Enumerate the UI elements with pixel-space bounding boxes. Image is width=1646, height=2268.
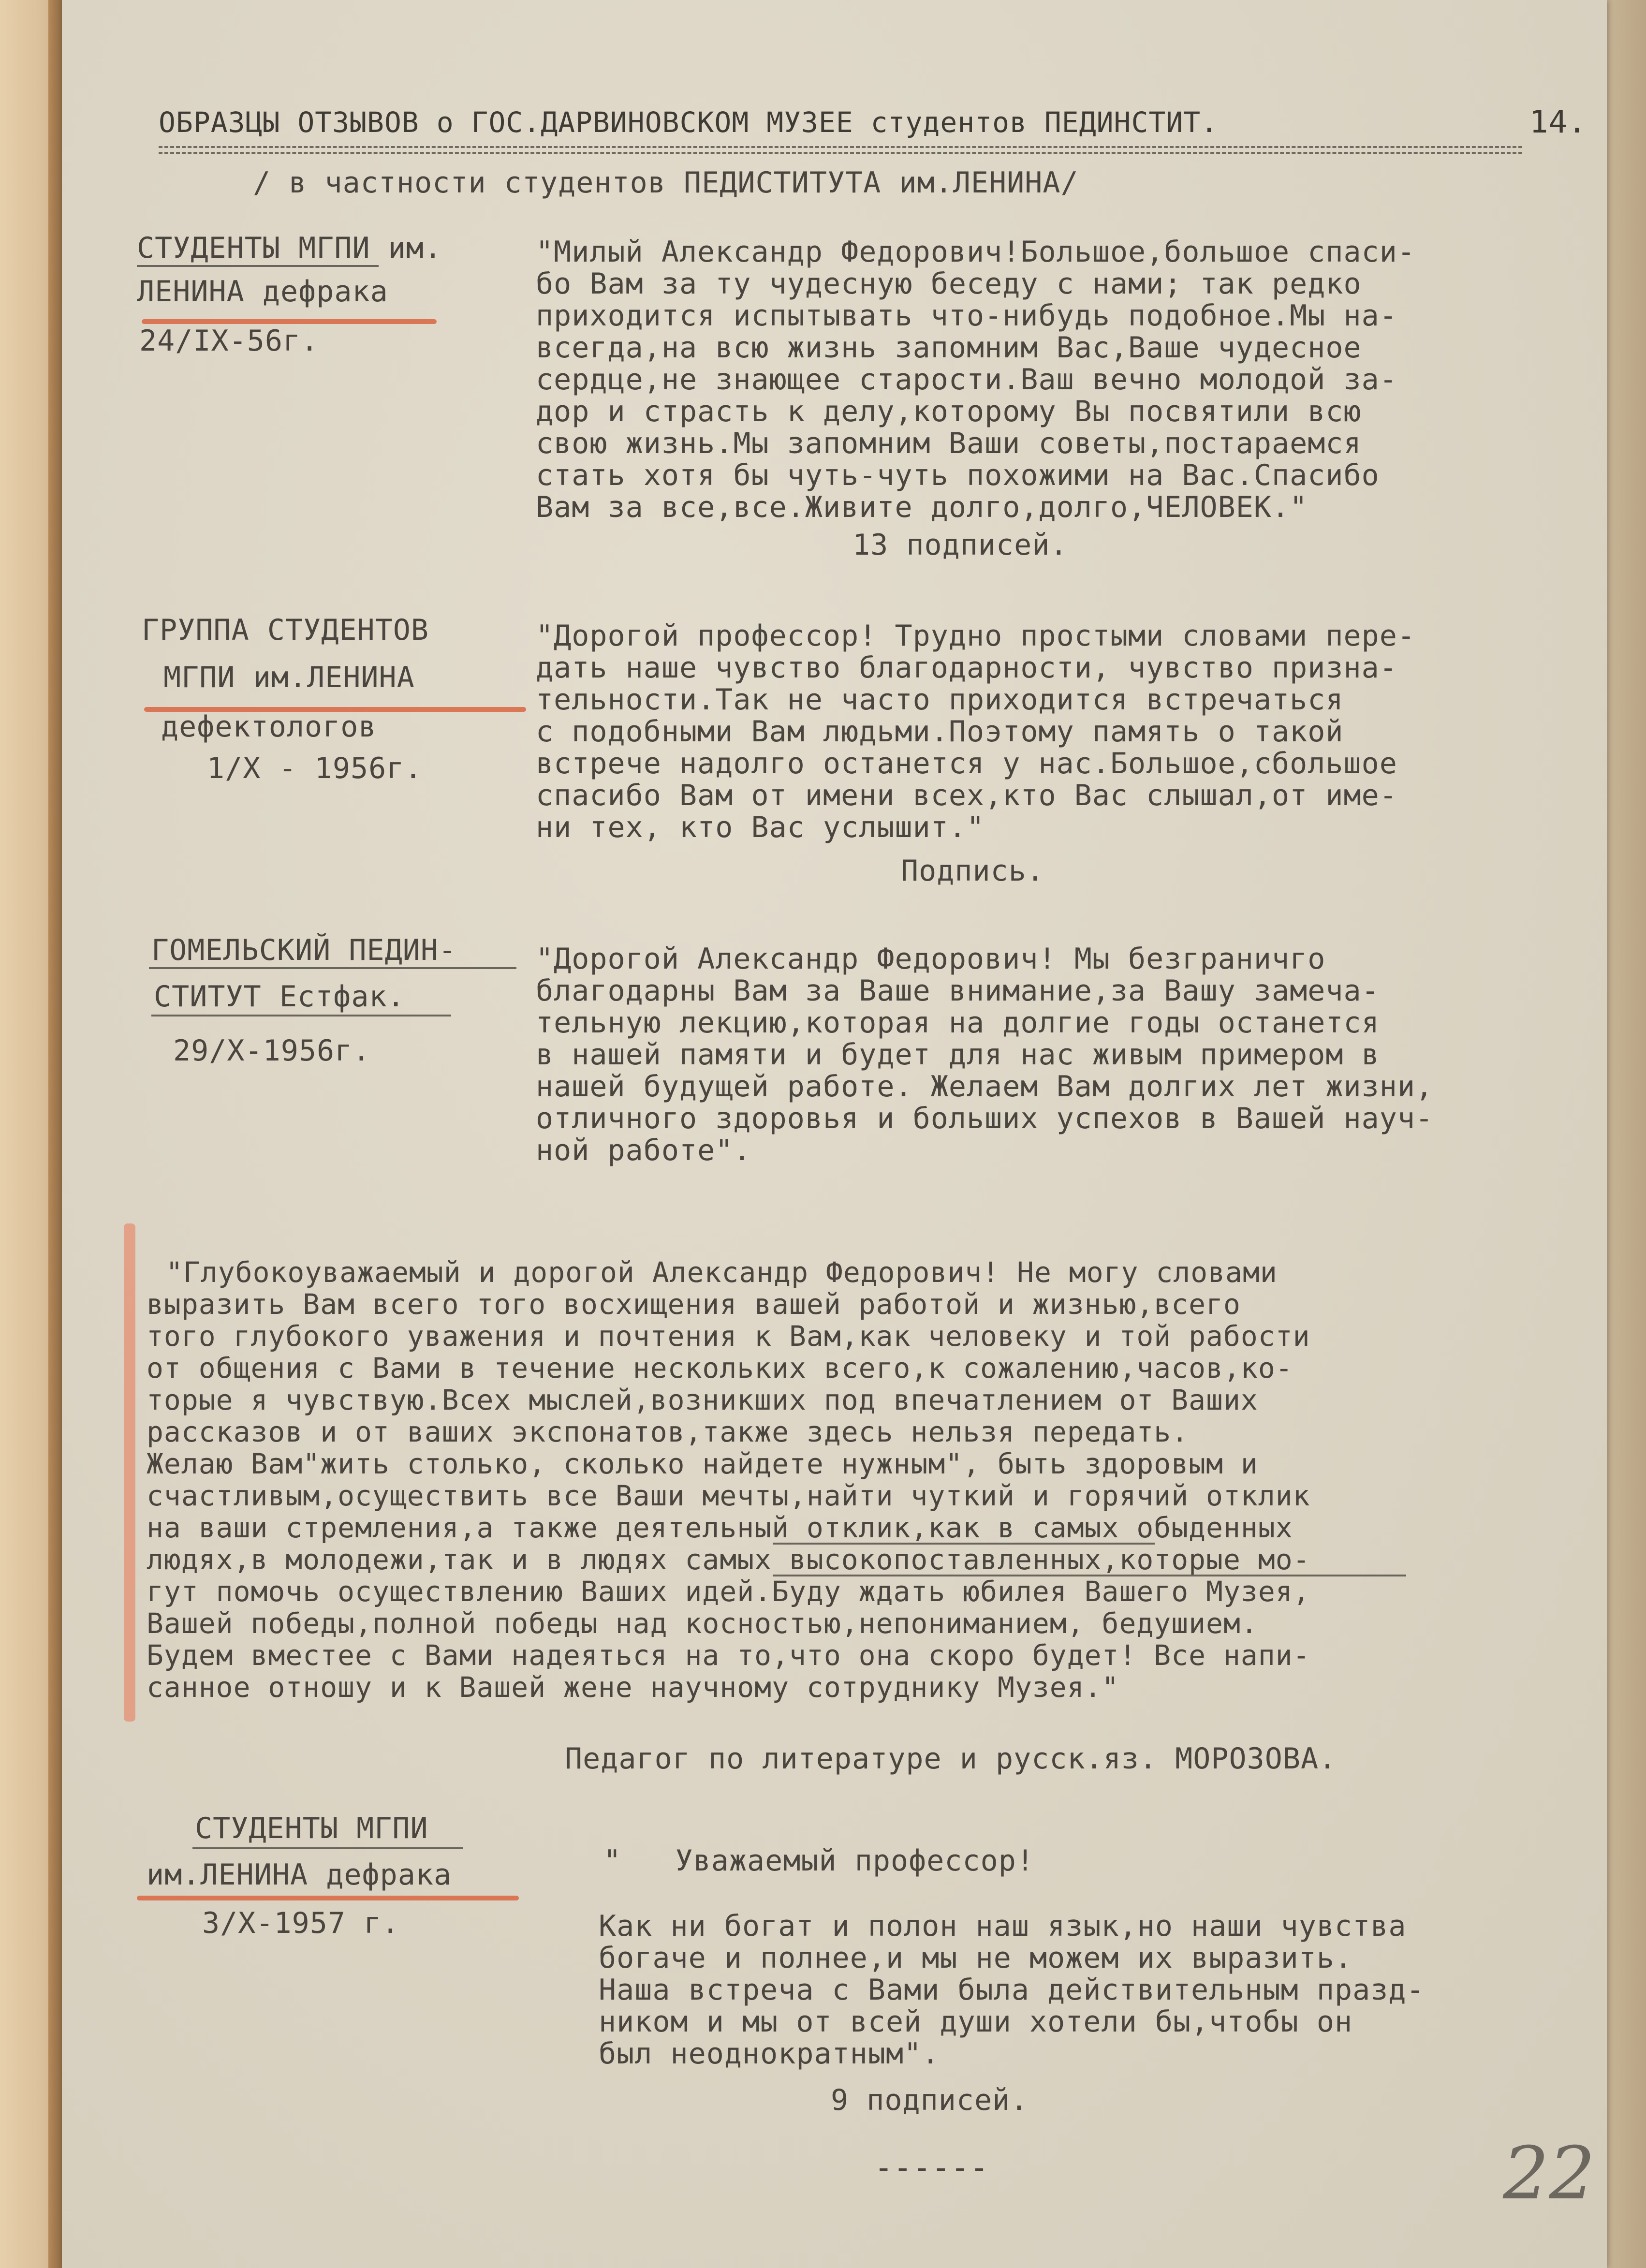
- entry-text-line: отличного здоровья и больших успехов в Вашей науч-: [536, 1102, 1434, 1135]
- entry-text-line: ни тех, кто Вас услышит.": [536, 810, 985, 844]
- author-underline: [151, 1015, 451, 1016]
- entry-text-line: тельную лекцию,которая на долгие годы останется: [536, 1006, 1380, 1040]
- entry-text-line: богаче и полнее,и мы не можем их выразить.: [599, 1941, 1353, 1975]
- entry-text-line: Наша встреча с Вами была действительным празд-: [599, 1973, 1425, 2007]
- document-title: ОБРАЗЦЫ ОТЗЫВОВ о ГОС.ДАРВИНОВСКОМ МУЗЕЕ студентов ПЕДИНСТИТ.: [159, 106, 1219, 139]
- entry-text-line: ной работе".: [536, 1134, 751, 1167]
- red-pencil-underline: [142, 319, 437, 324]
- entry-author-line: им.ЛЕНИНА дефрака: [147, 1858, 452, 1892]
- entry-text-line: в нашей памяти и будет для нас живым примером в: [536, 1038, 1380, 1072]
- entry-text-line: был неоднократным".: [599, 2037, 940, 2071]
- entry-text-line: с подобными Вам людьми.Поэтому память о такой: [536, 715, 1344, 749]
- entry-date: 24/IX-56г.: [139, 324, 319, 358]
- entry-text-line: того глубокого уважения и почтения к Вам,как человеку и той рабости: [147, 1320, 1310, 1353]
- entry-text-line: санное отношу и к Вашей жене научному сотруднику Музея.": [147, 1671, 1119, 1704]
- entry-text-line: встрече надолго останется у нас.Большое,сбольшое: [536, 747, 1397, 781]
- entry-text-line: дор и страсть к делу,которому Вы посвятили всю: [536, 395, 1362, 428]
- entry-date: 1/Х - 1956г.: [207, 751, 423, 785]
- entry-author-line: дефектологов: [161, 710, 377, 744]
- entry-text-line: "Дорогой профессор! Трудно простыми словами пере-: [536, 619, 1416, 653]
- entry-text-line: счастливым,осуществить все Ваши мечты,найти чуткий и горячий отклик: [147, 1479, 1310, 1512]
- entry-text-line: ником и мы от всей души хотели бы,чтобы он: [599, 2005, 1353, 2039]
- folder-spine: [48, 0, 62, 2268]
- entry-signature: Педагог по литературе и русск.яз. МОРОЗОВА.: [565, 1742, 1337, 1776]
- document-subtitle: / в частности студентов ПЕДИСТИТУТА им.ЛЕНИНА/: [253, 166, 1079, 200]
- entry-text-line: торые я чувствую.Всех мыслей,возникших под впечатлением от Ваших: [147, 1384, 1258, 1416]
- entry-text-line: тельности.Так не часто приходится встречаться: [536, 683, 1344, 717]
- entry-text-line: "Глубокоуважаемый и дорогой Александр Федорович! Не могу словами: [166, 1256, 1278, 1289]
- entry-text-line: на ваши стремления,а также деятельный отклик,как в самых обыденных: [147, 1511, 1293, 1544]
- handwritten-page-number: 22: [1503, 2132, 1595, 2216]
- entry-greeting: " Уважаемый профессор!: [603, 1844, 1034, 1878]
- entry-text-line: спасибо Вам от имени всех,кто Вас слышал,от име-: [536, 779, 1397, 812]
- entry-text-line: Как ни богат и полон наш язык,но наши чувства: [599, 1909, 1407, 1943]
- entry-text-line: благодарны Вам за Ваше внимание,за Вашу замеча-: [536, 974, 1380, 1008]
- footer-separator: ------: [874, 2150, 989, 2186]
- entry-text-line: стать хотя бы чуть-чуть похожими на Вас.Спасибо: [536, 458, 1380, 492]
- entry-text-line: всегда,на всю жизнь запомним Вас,Ваше чудесное: [536, 331, 1362, 365]
- entry-text-line: Вам за все,все.Живите долго,долго,ЧЕЛОВЕК.": [536, 490, 1308, 524]
- entry-text-line: Будем вместее с Вами надеяться на то,что она скоро будет! Все напи-: [147, 1639, 1310, 1672]
- page-number: 14.: [1529, 104, 1587, 140]
- entry-text-line: "Милый Александр Федорович!Большое,большое спаси-: [536, 235, 1416, 269]
- entry-text-line: гут помочь осуществлению Ваших идей.Буду ждать юбилея Вашего Музея,: [147, 1575, 1310, 1608]
- entry-text-line: дать наше чувство благодарности, чувство призна-: [536, 651, 1397, 685]
- entry-text-line: рассказов и от ваших экспонатов,также здесь нельзя передать.: [147, 1415, 1189, 1448]
- entry-text-line: от общения с Вами в течение нескольких всего,к сожалению,часов,ко-: [147, 1352, 1293, 1384]
- entry-text-line: людях,в молодежи,так и в людях самых высокопоставленных,которые мо-: [147, 1543, 1310, 1576]
- entry-author-line: ГОМЕЛЬСКИЙ ПЕДИН-: [151, 933, 457, 967]
- author-underline: [149, 967, 516, 969]
- entry-text-line: выразить Вам всего того восхищения вашей работой и жизнью,всего: [147, 1288, 1241, 1321]
- folder-cover-right: [1605, 0, 1646, 2268]
- red-pencil-margin-mark: [124, 1223, 135, 1722]
- entry-text-line: свою жизнь.Мы запомним Ваши советы,постараемся: [536, 427, 1362, 460]
- header-rule-1: [159, 146, 1522, 148]
- entry-text-line: Вашей победы,полной победы над косностью,непониманием, бедушием.: [147, 1607, 1258, 1640]
- entry-author-line: МГПИ им.ЛЕНИНА: [163, 661, 415, 694]
- entry-text-line: приходится испытывать что-нибудь подобное.Мы на-: [536, 299, 1397, 333]
- red-pencil-underline: [137, 1896, 519, 1900]
- entry-text-line: "Дорогой Александр Федорович! Мы безграничго: [536, 942, 1326, 976]
- document-page: [62, 0, 1607, 2268]
- entry-signature: 9 подписей.: [831, 2083, 1029, 2117]
- entry-date: 29/Х-1956г.: [173, 1034, 371, 1068]
- header-rule-2: [159, 152, 1522, 154]
- entry-signature: Подпись.: [901, 854, 1044, 888]
- author-underline: [192, 1847, 463, 1849]
- author-underline: [137, 265, 379, 267]
- entry-author-line: СТУДЕНТЫ МГПИ: [195, 1811, 428, 1845]
- entry-text-line: сердце,не знающее старости.Ваш вечно молодой за-: [536, 363, 1397, 397]
- entry-author-line: ГРУППА СТУДЕНТОВ: [142, 613, 429, 647]
- entry-text-line: бо Вам за ту чудесную беседу с нами; так редко: [536, 267, 1362, 301]
- entry-signature: 13 подписей.: [852, 528, 1068, 562]
- entry-text-line: нашей будущей работе. Желаем Вам долгих лет жизни,: [536, 1070, 1434, 1104]
- entry-text-line: Желаю Вам"жить столько, сколько найдете нужным", быть здоровым и: [147, 1447, 1258, 1480]
- entry-author-line: ЛЕНИНА дефрака: [137, 275, 388, 309]
- entry-date: 3/Х-1957 г.: [202, 1906, 400, 1940]
- entry-author-line: СТУДЕНТЫ МГПИ им.: [137, 231, 442, 265]
- entry-author-line: СТИТУТ Естфак.: [154, 980, 405, 1014]
